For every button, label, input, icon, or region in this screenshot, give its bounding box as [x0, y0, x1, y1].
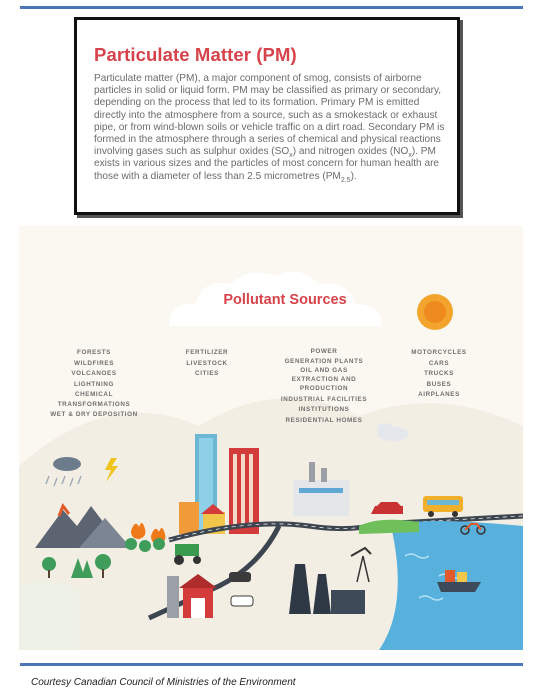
pollutant-sources-title: Pollutant Sources	[223, 292, 347, 308]
natural-sources-list	[39, 348, 149, 420]
source-item: OIL AND GAS	[300, 367, 348, 375]
source-item: INSTITUTIONS	[298, 406, 350, 414]
source-item: CITIES	[195, 370, 219, 378]
source-item: FERTILIZER	[185, 349, 229, 356]
source-item: PRODUCTION	[299, 385, 349, 393]
source-item: VOLCANOES	[71, 370, 117, 378]
top-rule	[20, 6, 523, 9]
source-item: RESIDENTIAL HOMES	[285, 416, 363, 424]
source-item: GENERATION PLANTS	[284, 357, 364, 365]
storm-cloud-icon	[53, 457, 81, 471]
source-item: WILDFIRES	[73, 359, 115, 367]
source-item: POWER	[310, 348, 338, 355]
pm-description: Particulate matter (PM), a major component of smog, consists of airborne particles in solid or liquid form. PM may be classified as primary or secondary, depending on the process that led to its formation. Primary PM is emitted directly into the atmosphere from a source, such as a smokestack or exhaust pipe, or from wind-blown soils or vehicle traffic on a dirt road. Secondary PM is formed in the atmosphere through a series of chemical and physical reactions involving gases such as sulphur oxides $(SO_x)$ and nitrogen oxides $(NO_x)$. PM exists in various sizes and the particles of most concern for human health are those with a diameter of less than 2.5 micrometres $(PM_{2.5})$.	[94, 73, 445, 184]
pollutant-sources-infographic	[19, 226, 523, 650]
cow-icon	[229, 572, 251, 582]
agricultural-sources-list	[167, 348, 247, 380]
image-credit: Courtesy Canadian Council of Ministries of the Environment	[31, 677, 296, 688]
source-item: INDUSTRIAL FACILITIES	[280, 395, 368, 403]
source-item: TRANSFORMATIONS	[57, 400, 131, 408]
particulate-matter-box	[74, 17, 460, 215]
infographic-illustration	[19, 226, 523, 650]
source-item: LIVESTOCK	[186, 359, 228, 367]
source-item: CHEMICAL	[74, 391, 114, 399]
source-item: AIRPLANES	[418, 391, 460, 399]
apartment-icon	[179, 502, 199, 534]
source-item: EXTRACTION AND	[291, 375, 357, 383]
pm-title: Particulate Matter (PM)	[94, 44, 297, 65]
source-item: FORESTS	[77, 349, 111, 356]
transport-sources-list	[399, 348, 479, 401]
cargo-ship-icon	[437, 582, 481, 592]
source-item: CARS	[428, 359, 450, 367]
source-item: TRUCKS	[424, 370, 454, 378]
source-item: MOTORCYCLES	[411, 349, 467, 356]
bottom-rule	[20, 663, 523, 666]
source-item: BUSES	[426, 380, 452, 388]
source-item: WET & DRY DEPOSITION	[50, 410, 138, 418]
industrial-sources-list	[269, 348, 379, 426]
tractor-icon	[175, 544, 199, 556]
source-item: LIGHTNING	[73, 380, 115, 388]
power-plant-icon	[293, 480, 349, 516]
